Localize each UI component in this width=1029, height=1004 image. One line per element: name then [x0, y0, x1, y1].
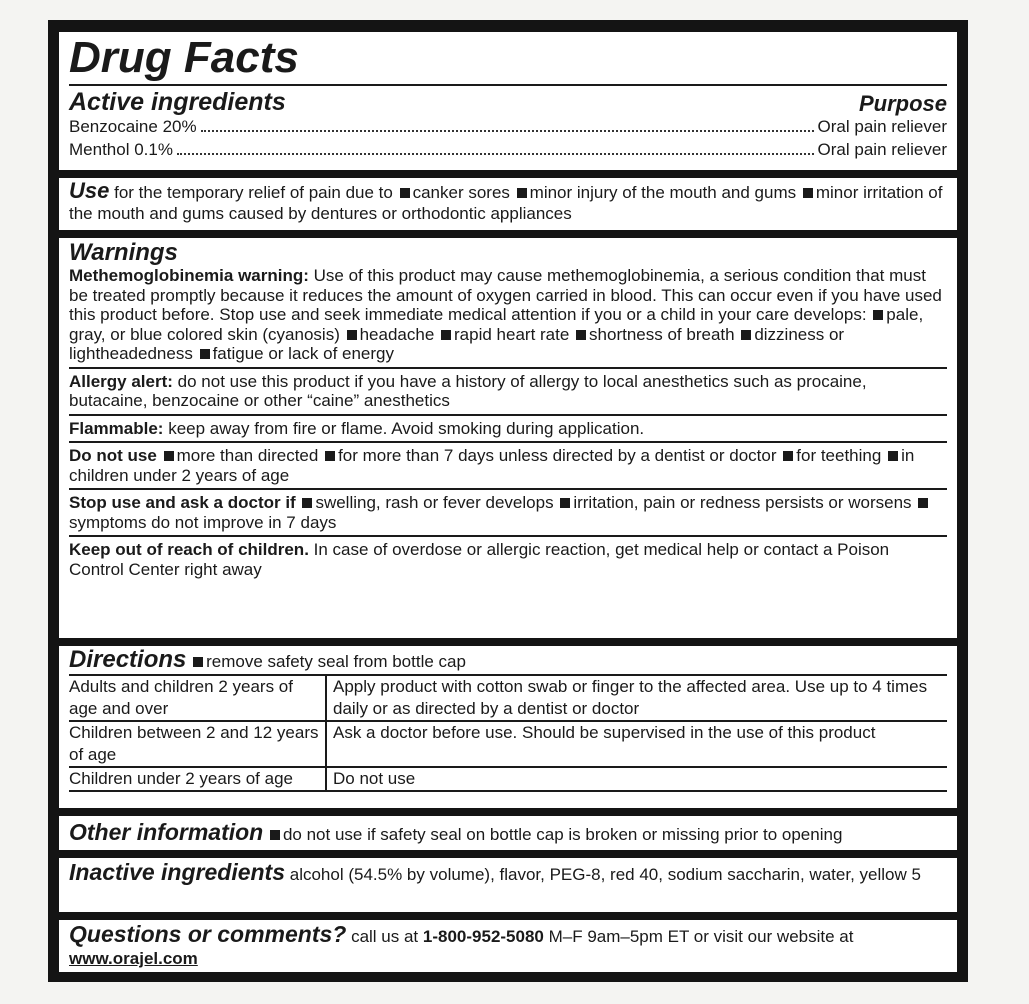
warnings-section	[59, 238, 957, 638]
instruction-cell: Apply product with cotton swab or finger to the affected area. Use up to 4 times daily or as directed by a dentist or doctor	[326, 675, 947, 721]
symptom-item: shortness of breath	[589, 324, 735, 344]
other-information-section	[59, 816, 957, 850]
questions-hours: M–F 9am–5pm ET or visit our website at	[548, 927, 854, 946]
allergy-label: Allergy alert:	[69, 371, 173, 391]
symptom-item: headache	[359, 324, 435, 344]
symptom-item: rapid heart rate	[454, 324, 570, 344]
do-not-use-label: Do not use	[69, 446, 157, 465]
allergy-text: do not use this product if you have a history of allergy to local anesthetics such as procaine, butacaine, benzocaine or other “caine” anesthetics	[69, 371, 867, 410]
bullet-icon	[560, 498, 570, 508]
directions-intro: remove safety seal from bottle cap	[206, 652, 466, 671]
other-information-text: do not use if safety seal on bottle cap is broken or missing prior to opening	[282, 825, 843, 844]
stop-use	[69, 490, 947, 535]
purpose-heading: Purpose	[858, 91, 947, 116]
age-group-cell: Adults and children 2 years of age and over	[69, 675, 326, 721]
ingredient-row	[69, 117, 947, 137]
table-row	[69, 721, 947, 767]
active-ingredients-section	[59, 32, 957, 170]
directions-section	[59, 646, 957, 808]
inactive-ingredients-text: alcohol (54.5% by volume), flavor, PEG-8, red 40, sodium saccharin, water, yellow 5	[289, 865, 921, 884]
bullet-icon	[441, 330, 451, 340]
methemo-label: Methemoglobinemia warning:	[69, 266, 309, 285]
use-heading: Use	[69, 178, 110, 203]
do-not-use-item: more than directed	[176, 446, 319, 465]
methemo-text: Use of this product may cause methemoglobinemia, a serious condition that must be treated promptly because it reduces the amount of oxygen carried in blood. This can occur even if you have used this product before. Stop use and seek immediate medical attention if you or a child in your care develops:	[69, 266, 942, 324]
ingredient-name: Benzocaine 20%	[69, 117, 197, 136]
stop-use-item: irritation, pain or redness persists or worsens	[573, 493, 912, 512]
keep-out-label: Keep out of reach of children.	[69, 540, 309, 559]
bullet-icon	[741, 330, 751, 340]
use-section	[59, 178, 957, 230]
ingredient-row	[69, 140, 947, 160]
active-ingredients-heading: Active ingredients	[69, 88, 286, 116]
flammable-label: Flammable:	[69, 418, 164, 438]
do-not-use	[69, 443, 947, 488]
questions-heading: Questions or comments?	[69, 921, 347, 947]
other-information-heading: Other information	[69, 819, 264, 845]
bullet-icon	[193, 657, 203, 667]
bullet-icon	[270, 830, 280, 840]
symptom-item: fatigue or lack of energy	[212, 344, 395, 363]
bullet-icon	[783, 451, 793, 461]
use-item: minor injury of the mouth and gums	[529, 183, 797, 202]
stop-use-label: Stop use and ask a doctor if	[69, 493, 296, 512]
keep-out-text: In case of overdose or allergic reaction, get medical help or contact a Poison Control Center right away	[69, 540, 890, 579]
table-row	[69, 767, 947, 791]
website-link[interactable]: www.orajel.com	[69, 949, 198, 968]
bullet-icon	[302, 498, 312, 508]
drug-facts-title: Drug Facts	[69, 33, 299, 82]
methemoglobinemia-warning	[69, 266, 947, 367]
instruction-cell: Do not use	[326, 767, 947, 791]
bullet-icon	[888, 451, 898, 461]
phone-number: 1-800-952-5080	[422, 927, 544, 946]
allergy-alert	[69, 369, 947, 414]
keep-out-of-reach	[69, 537, 947, 582]
stop-use-item: swelling, rash or fever develops	[315, 493, 554, 512]
ingredient-purpose: Oral pain reliever	[817, 117, 947, 136]
use-intro: for the temporary relief of pain due to	[114, 183, 393, 202]
directions-table	[69, 674, 947, 792]
bullet-icon	[918, 498, 928, 508]
age-group-cell: Children under 2 years of age	[69, 767, 326, 791]
bullet-icon	[325, 451, 335, 461]
questions-section	[59, 920, 957, 972]
bullet-icon	[517, 188, 527, 198]
bullet-icon	[873, 310, 883, 320]
do-not-use-item: in children under 2 years of age	[69, 446, 915, 485]
bullet-icon	[200, 349, 210, 359]
ingredient-purpose: Oral pain reliever	[817, 140, 947, 159]
bullet-icon	[576, 330, 586, 340]
flammable-warning	[69, 416, 947, 442]
use-item: minor irritation of the mouth and gums caused by dentures or orthodontic appliances	[69, 183, 943, 223]
questions-pre: call us at	[351, 927, 419, 946]
bullet-icon	[347, 330, 357, 340]
table-row	[69, 675, 947, 721]
symptom-item: pale, gray, or blue colored skin (cyanosis)	[69, 305, 924, 344]
ingredient-name: Menthol 0.1%	[69, 140, 173, 159]
drug-facts-panel	[48, 20, 968, 982]
directions-heading: Directions	[69, 646, 187, 673]
flammable-text: keep away from fire or flame. Avoid smoking during application.	[168, 418, 645, 438]
symptom-item: dizziness or lightheadedness	[69, 324, 845, 363]
do-not-use-item: for teething	[796, 446, 882, 465]
instruction-cell: Ask a doctor before use. Should be supervised in the use of this product	[326, 721, 947, 767]
stop-use-item: symptoms do not improve in 7 days	[69, 512, 337, 532]
age-group-cell: Children between 2 and 12 years of age	[69, 721, 326, 767]
do-not-use-item: for more than 7 days unless directed by a dentist or doctor	[338, 446, 777, 465]
bullet-icon	[400, 188, 410, 198]
bullet-icon	[803, 188, 813, 198]
use-item: canker sores	[412, 183, 510, 202]
inactive-ingredients-section	[59, 858, 957, 912]
inactive-ingredients-heading: Inactive ingredients	[69, 859, 286, 885]
bullet-icon	[164, 451, 174, 461]
warnings-heading: Warnings	[69, 239, 178, 266]
